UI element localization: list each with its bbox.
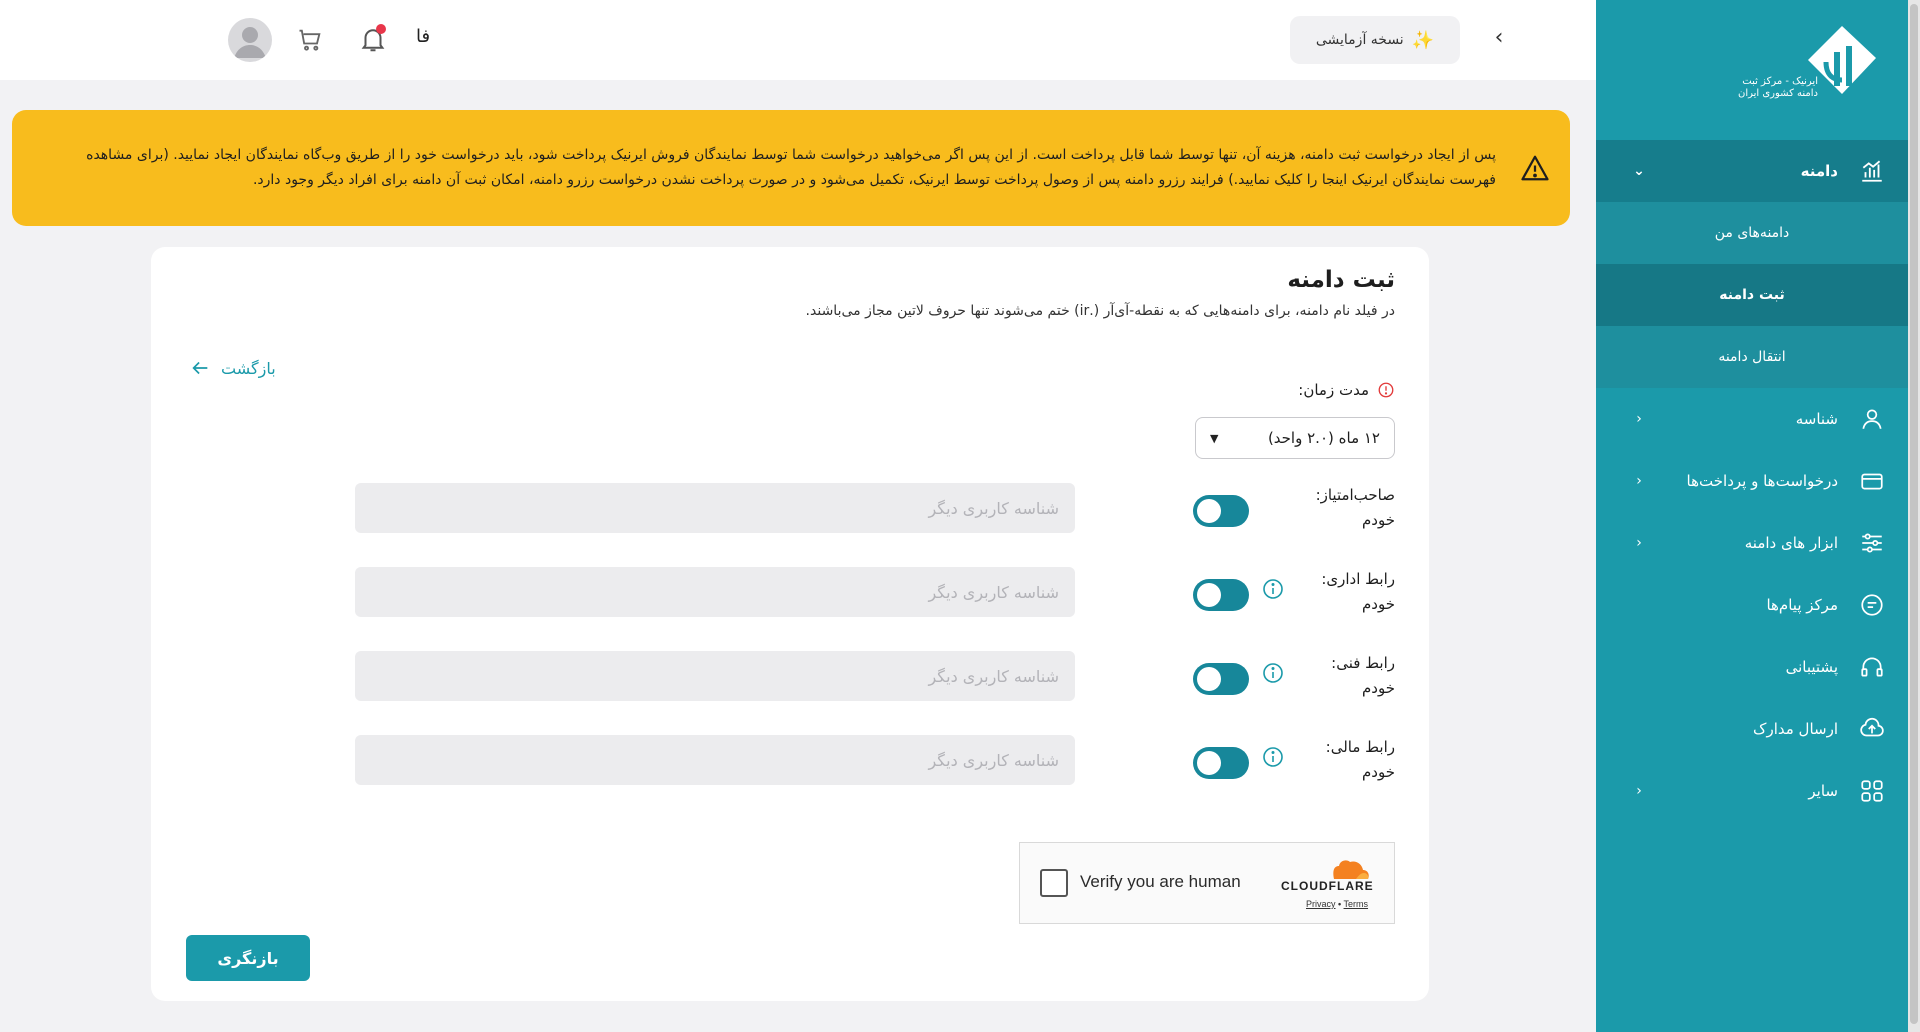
sidebar-item-support[interactable]: پشتیبانی — [1596, 636, 1908, 698]
notification-badge — [376, 24, 386, 34]
cart-icon[interactable] — [296, 26, 324, 54]
caret-down-icon: ▼ — [1210, 431, 1219, 445]
sidebar-sub-my-domains[interactable]: دامنه‌های من — [1596, 202, 1908, 264]
trial-version-chip[interactable] — [1290, 16, 1460, 64]
chevron-left-icon: ‹ — [1636, 783, 1642, 799]
irnic-logo[interactable] — [1596, 0, 1908, 140]
chart-icon — [1858, 157, 1886, 185]
self-label: خودم — [1362, 679, 1395, 697]
captcha-links — [1306, 899, 1368, 909]
register-domain-card — [151, 247, 1429, 1001]
sidebar-item-identity[interactable]: شناسه ‹ — [1596, 388, 1908, 450]
cloudflare-captcha — [1019, 842, 1395, 924]
duration-label: مدت زمان: — [1298, 381, 1395, 399]
sidebar-sub-register-domain[interactable]: ثبت دامنه — [1596, 264, 1908, 326]
self-toggle[interactable] — [1193, 495, 1249, 527]
contact-row-admin — [355, 567, 1395, 627]
required-alert-icon — [1377, 381, 1395, 399]
sidebar — [1596, 0, 1908, 1032]
notifications-bell-icon[interactable] — [358, 24, 388, 54]
grid-icon — [1858, 777, 1886, 805]
self-toggle[interactable] — [1193, 747, 1249, 779]
info-icon[interactable] — [1261, 745, 1285, 769]
arrow-left-icon — [189, 357, 211, 379]
card-icon — [1858, 467, 1886, 495]
chevron-down-icon: ⌄ — [1633, 163, 1645, 179]
version-label: نسخه آزمایشی — [1315, 32, 1404, 48]
info-icon[interactable] — [1261, 661, 1285, 685]
notice-text: پس از ایجاد درخواست ثبت دامنه، هزینه آن، تنها توسط شما قابل پرداخت است. از این پس اگر می‌خواهید درخواست شما توسط نمایندگان فروش ایرنیک پرداخت شود، باید درخواست خود را از طریق وب‌گاه نمایندگان ایجاد نمایید. (برای مشاهده فهرست نمایندگان ایرنیک اینجا را کلیک نمایید.) فرایند رزرو دامنه پس از وصول پرداخت توسط ایرنیک، تکمیل می‌شود و در صورت پرداخت نشدن درخواست رزرو دامنه، امکان ثبت آن دامنه برای افراد دیگر وجود دارد. — [86, 147, 1496, 188]
self-label: خودم — [1362, 763, 1395, 781]
collapse-sidebar-button[interactable]: ‹ — [1494, 25, 1504, 50]
contact-row-holder — [355, 483, 1395, 543]
reload-button[interactable]: بازنگری — [186, 935, 310, 981]
contact-label: رابط فنی: — [1331, 654, 1395, 672]
sidebar-item-domain-tools[interactable]: ابزار های دامنه ‹ — [1596, 512, 1908, 574]
other-user-id-input[interactable] — [355, 735, 1075, 785]
terms-link[interactable]: Terms — [1343, 899, 1369, 909]
message-icon — [1858, 591, 1886, 619]
chevron-left-icon: ‹ — [1636, 473, 1642, 489]
page-title: ثبت دامنه — [1287, 267, 1395, 293]
captcha-checkbox[interactable] — [1040, 869, 1068, 897]
self-toggle[interactable] — [1193, 579, 1249, 611]
other-user-id-input[interactable] — [355, 567, 1075, 617]
captcha-text: Verify you are human — [1080, 872, 1241, 891]
sliders-icon — [1858, 529, 1886, 557]
sidebar-item-message-center[interactable]: مرکز پیام‌ها — [1596, 574, 1908, 636]
contact-label: رابط اداری: — [1321, 570, 1395, 588]
warning-icon — [1520, 153, 1550, 183]
contact-row-billing — [355, 735, 1395, 795]
other-user-id-input[interactable] — [355, 651, 1075, 701]
self-toggle[interactable] — [1193, 663, 1249, 695]
cloud-upload-icon — [1858, 715, 1886, 743]
language-switch[interactable]: فا — [416, 26, 431, 47]
duration-value: ۱۲ ماه (۲.۰ واحد) — [1267, 429, 1380, 447]
other-user-id-input[interactable] — [355, 483, 1075, 533]
user-avatar[interactable] — [228, 18, 272, 62]
self-label: خودم — [1362, 511, 1395, 529]
cloudflare-brand: CLOUDFLARE — [1281, 879, 1374, 893]
sidebar-item-requests-payments[interactable]: درخواست‌ها و پرداخت‌ها ‹ — [1596, 450, 1908, 512]
logo-text-line1: ایرنیک - مرکز ثبت — [1742, 76, 1818, 87]
chevron-left-icon: ‹ — [1636, 535, 1642, 551]
headset-icon — [1858, 653, 1886, 681]
sidebar-item-send-documents[interactable]: ارسال مدارک — [1596, 698, 1908, 760]
logo-text-line2: دامنه کشوری ایران — [1737, 88, 1818, 99]
back-link[interactable] — [189, 357, 276, 379]
chevron-left-icon: ‹ — [1636, 411, 1642, 427]
payment-notice-banner — [12, 110, 1570, 226]
sparkle-icon: ✨ — [1411, 29, 1435, 51]
contact-label: رابط مالی: — [1325, 738, 1395, 756]
sidebar-sub-transfer-domain[interactable]: انتقال دامنه — [1596, 326, 1908, 388]
duration-select[interactable] — [1195, 417, 1395, 459]
page-description: در فیلد نام دامنه، برای دامنه‌هایی که به نقطه-آی‌آر (.ir) ختم می‌شوند تنها حروف لاتین مجاز می‌باشند. — [805, 303, 1395, 319]
top-header — [0, 0, 1596, 80]
back-label: بازگشت — [221, 358, 276, 378]
contact-label: صاحب‌امتیاز: — [1315, 486, 1395, 504]
sidebar-item-domain[interactable]: دامنه ⌄ — [1596, 140, 1908, 202]
scrollbar-thumb[interactable] — [1910, 4, 1918, 1024]
info-icon[interactable] — [1261, 577, 1285, 601]
sidebar-item-other[interactable]: سایر ‹ — [1596, 760, 1908, 822]
link-separator: • — [1338, 899, 1342, 909]
contact-row-technical — [355, 651, 1395, 711]
self-label: خودم — [1362, 595, 1395, 613]
privacy-link[interactable]: Privacy — [1306, 899, 1336, 909]
user-icon — [1858, 405, 1886, 433]
